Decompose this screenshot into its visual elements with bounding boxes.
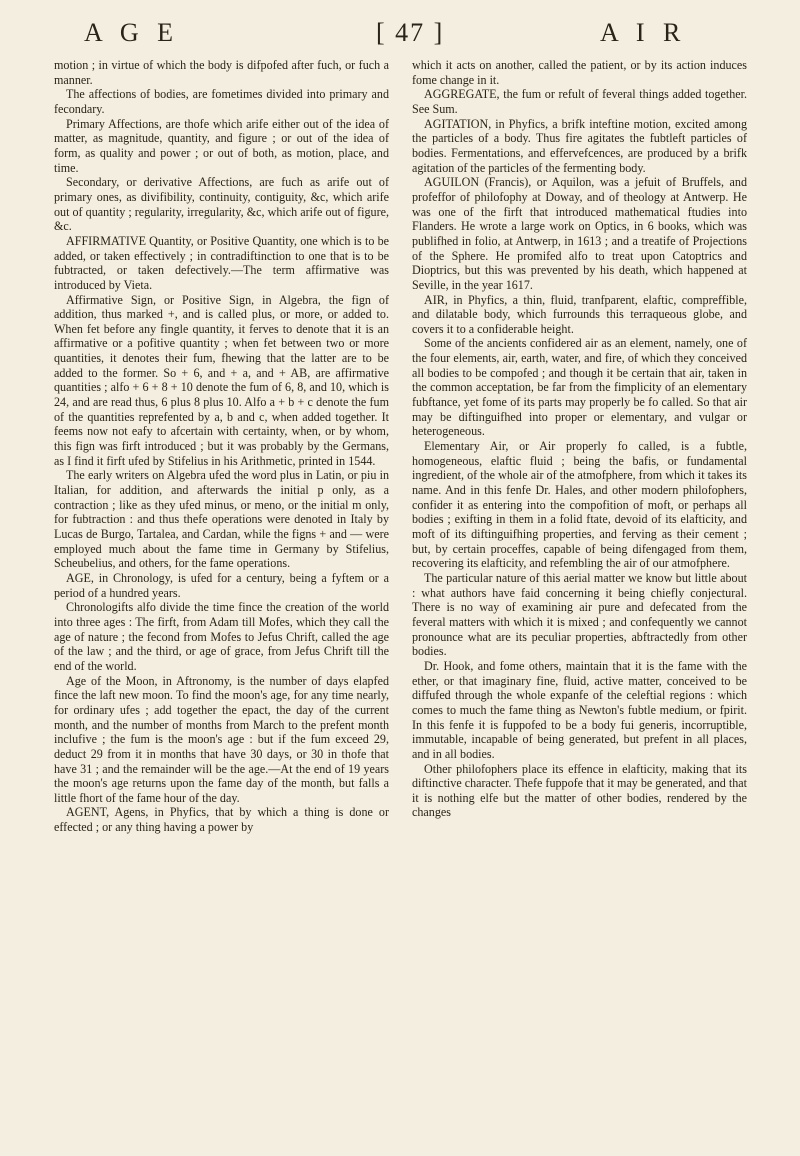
entry-age-of-moon: Age of the Moon, in Aftronomy, is the number of days elapfed fince the laft new moon. To find the moon's age, for any time nearly, for ordinary ufes ; add together the epact, the day of the current month, and the number of months from March to the prefent month inclufive ; the fum is the moon's age : but if the fum exceed 29, deduct 29 from it in months that have 30 days, or 30 in thofe that have 31 ; and the remainder will be the age.—At the end of 19 years the moon's age returns upon the fame day of the month, but falls a little fhort of the fame hour of the day. xyxy=(54,673,389,805)
entry-affirmative-sign: Affirmative Sign, or Positive Sign, in Algebra, the fign of addition, thus marked +, and is called plus, or more, or added to. When fet before any fingle quantity, it ferves to denote that it is an affirmative or a pofitive quantity ; when fet between two or more quantities, it denotes their fum, fhewing that the latter are to be added to the former. So + 6, and + a, and + AB, are affirmative quantities ; alfo + 6 + 8 + 10 denote the fum of 6, 8, and 10, which is 24, and are read thus, 6 plus 8 plus 10. Alfo a + b + c denote the fum of the quantities reprefented by a, b and c, when added together. It feems now not eafy to afcertain with certainty, when, or by whom, this fign was firft introduced ; but it was probably by the Germans, as I find it firft ufed by Stifelius in his Arithmetic, printed in 1544. xyxy=(54,292,389,468)
entry-aguilon: AGUILON (Francis), or Aquilon, was a jefuit of Bruffels, and profeffor of philofophy at Doway, and of theology at Antwerp. He was one of the firft that introduced mathematical ftudies into Flanders. He wrote a large work on Optics, in 6 books, which was publifhed in folio, at Antwerp, in 1613 ; and a treatife of Projections of the Sphere. He promifed alfo to treat upon Catoptrics and Dioptrics, but this was prevented by his death, which happened at Seville, in the year 1617. xyxy=(412,175,747,292)
left-column xyxy=(54,58,389,835)
header-left-word: A G E xyxy=(84,18,179,47)
paragraph: The particular nature of this aerial matter we know but little about : what authors have faid concerning it being chiefly conjectural. There is no way of examining air pure and defecated from the feveral matters with which it is mixed ; and confequently we cannot pronounce what are its peculiar properties, abftractedly from other bodies. xyxy=(412,570,747,659)
paragraph: Secondary, or derivative Affections, are fuch as arife out of primary ones, as divifibility, continuity, contiguity, &c, which arife out of quantity ; regularity, irregularity, &c, which arife out of figure, &c. xyxy=(54,175,389,234)
entry-elementary-air: Elementary Air, or Air properly fo called, is a fubtle, homogeneous, elaftic fluid ; being the bafis, or fundamental ingredient, of the whole air of the atmofphere, from which it takes its name. And in this fenfe Dr. Hales, and other modern philofophers, confider it as entering into the compofition of moft, or perhaps all bodies ; exifting in them in a folid ftate, devoid of its elafticity, and moft of its diftinguifhing properties, and ferving as their cement ; but, by certain proceffes, capable of being difengaged from them, recovering its elafticity, and refembling the air of our atmofphere. xyxy=(412,439,747,571)
entry-agitation: AGITATION, in Phyfics, a brifk inteftine motion, excited among the particles of a body. Thus fire agitates the fubtleft particles of bodies. Fermentations, and effervefcences, are produced by a brifk agitation of the particles of the fermenting body. xyxy=(412,116,747,175)
paragraph: The affections of bodies, are fometimes divided into primary and fecondary. xyxy=(54,87,389,116)
paragraph: Dr. Hook, and fome others, maintain that it is the fame with the ether, or that imaginary fine, fluid, active matter, conceived to be diffufed through the whole expanfe of the celeftial regions : which comes to much the fame thing as Newton's fubtle medium, or fpirit. In this fenfe it is fuppofed to be a body fui generis, incorruptible, immutable, incapable of being generated, but prefent in all places, and in all bodies. xyxy=(412,658,747,761)
right-column xyxy=(412,58,747,820)
entry-air: AIR, in Phyfics, a thin, fluid, tranfparent, elaftic, compreffible, and dilatable body, which furrounds this terraqueous globe, and covers it to a confiderable height. xyxy=(412,292,747,336)
paragraph: Other philofophers place its effence in elafticity, making that its diftinctive character. Thefe fuppofe that it may be generated, and that it is nothing elfe but the matter of other bodies, rendered by the changes xyxy=(412,761,747,820)
page-number: [ 47 ] xyxy=(376,18,445,47)
paragraph: motion ; in virtue of which the body is difpofed after fuch, or fuch a manner. xyxy=(54,58,389,87)
entry-agent: AGENT, Agens, in Phyfics, that by which a thing is done or effected ; or any thing having a power by xyxy=(54,805,389,835)
running-header xyxy=(0,18,800,58)
entry-affirmative-quantity: AFFIRMATIVE Quantity, or Positive Quantity, one which is to be added, or taken effectively ; in contradiftinction to one that is to be fubtracted, or taken defectively.—The term affirmative was introduced by Vieta. xyxy=(54,233,389,292)
header-right-word: A I R xyxy=(600,18,687,47)
entry-age: AGE, in Chronology, is ufed for a century, being a fyftem or a period of a hundred years. xyxy=(54,570,389,600)
paragraph: The early writers on Algebra ufed the word plus in Latin, or piu in Italian, for addition, and afterwards the initial p only, as a contraction ; like as they ufed minus, or meno, or the initial m only, for fubtraction : and thus thefe operations were denoted in Italy by Lucas de Burgo, Tartalea, and Cardan, while the figns + and — were employed much about the fame time in Germany by Stifelius, Scheubelius, and others, for the fame operations. xyxy=(54,468,389,571)
entry-aggregate: AGGREGATE, the fum or refult of feveral things added together. See Sum. xyxy=(412,87,747,116)
paragraph: Primary Affections, are thofe which arife either out of the idea of matter, as magnitude, quantity, and figure ; or out of the idea of form, as quality and power ; or out of both, as motion, place, and time. xyxy=(54,116,389,175)
paragraph: Some of the ancients confidered air as an element, namely, one of the four elements, air, earth, water, and fire, of which they conceived all bodies to be compofed ; and though it be certain that air, taken in the common acceptation, be far from the fimplicity of an elementary fubftance, yet fome of its parts may properly be fo called. So that air may be diftinguifhed into proper or elementary, and vulgar or heterogeneous. xyxy=(412,336,747,439)
paragraph: Chronologifts alfo divide the time fince the creation of the world into three ages : The firft, from Adam till Mofes, which they call the age of nature ; the fecond from Mofes to Jefus Chrift, called the age of the law ; and the third, or age of grace, from Jefus Chrift till the end of the world. xyxy=(54,600,389,673)
paragraph: which it acts on another, called the patient, or by its action induces fome change in it. xyxy=(412,58,747,87)
